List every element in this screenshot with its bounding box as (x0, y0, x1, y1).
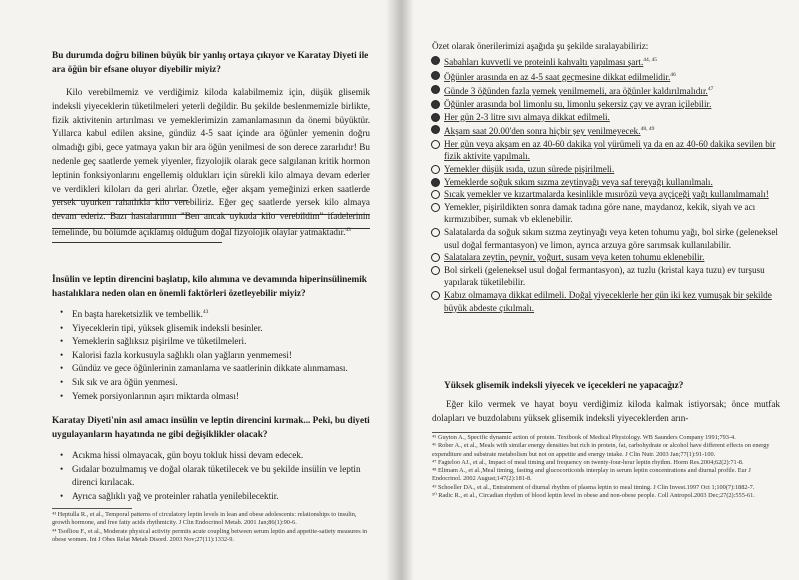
list-item: • Yiyeceklerin tipi, yüksek glisemik indeksli besinler. (60, 322, 370, 336)
list-item: Yemekler, pişirildikten sonra damak tadına göre nane, maydanoz, kekik, siyah ve acı kırmızıbiber, sumak vb eklenebilir. (430, 201, 780, 226)
pen-bullet-icon (431, 100, 440, 109)
pen-bullet-icon (431, 266, 440, 275)
list-item: Her gün 2-3 litre sıvı almaya dikkat edilmeli. (430, 111, 780, 124)
footnote: ⁴⁹ Schoeller DA., et al., Entrainment of diurnal rhythm of plasma leptin to meal timing. J Clin Invest.1997 Oct 1;100(7):1882-7. (432, 483, 755, 491)
footnote: ⁴⁴ Tsofliou F., et al., Moderate physical activity permits acute coupling between serum leptin and appetite-satiety measures in obese women. Int J Obes Relat Metab Disord. 2003 Nov;27(11):1332-9. (52, 527, 368, 543)
list-item: • En başta hareketsizlik ve tembellik.$^{43}$ (60, 306, 370, 322)
question-heading-4: Yüksek glisemik indeksli yiyecek ve içecekleri ne yapacağız? (444, 381, 684, 391)
pen-bullet-icon (431, 203, 440, 212)
list-item: • Yemeklerin sağlıksız pişirilme ve tüketilmeleri. (60, 335, 370, 349)
list-item: Sıcak yemekler ve kızartmalarda kesinlikle mısırözü veya ayçiçeği yağı kullanılmamalı! (430, 188, 780, 201)
right-page (400, 0, 799, 580)
list-item: Öğünler arasında en az 4-5 saat geçmesine dikkat edilmelidir.$^{46}$ (430, 69, 780, 84)
footnotes-left (52, 511, 370, 544)
pen-bullet-icon (431, 71, 440, 80)
pen-bullet-icon (431, 85, 440, 94)
pen-underline (52, 214, 370, 215)
list-item: • Ayrıca sağlıklı yağ ve proteinler rahatla yenilebilecektir. (60, 490, 370, 504)
pen-bullet-icon (431, 190, 440, 199)
list-item: • Gıdalar bozulmamış ve doğal olarak tüketilecek ve bu şekilde insülin ve leptin direnci kırılacak. (60, 463, 370, 490)
footnote: ⁴⁷ Fagteloo AJ., et al., Impact of meal timing and frequency on twenty-four-hour leptin rhythm. Horm Res.2004;62(2):71-8. (432, 458, 744, 466)
pen-bullet-icon (431, 228, 440, 237)
list-item: Her gün veya akşam en az 40-60 dakika yol yürümeli ya da en az 40-60 dakika sevilen bir fizik aktivite yapılmalı. (430, 138, 780, 163)
list-item: Günde 3 öğünden fazla yemek yenilmemeli, ara öğünler kaldırılmalıdır.$^{47}$ (430, 83, 780, 98)
list-item: Öğünler arasında bol limonlu su, limonlu şekersiz çay ve ayran içilebilir. (430, 98, 780, 111)
factor-list (60, 306, 370, 403)
pen-bullet-icon (431, 125, 440, 134)
list-item: Salatalara zeytin, peynir, yoğurt, susam veya keten tohumu eklenebilir. (430, 251, 780, 264)
book-gutter (386, 0, 414, 580)
list-item: Kabız olmamaya dikkat edilmeli. Doğal yiyeceklerle her gün iki kez yumuşak bir şekilde büyük abdeste çıkılmalı. (430, 289, 780, 314)
pen-bullet-icon (431, 113, 440, 122)
changes-list (60, 449, 370, 503)
list-item: • Gündüz ve gece öğünlerinin zamanlama ve saatlerinin dikkate alınmaması. (60, 362, 370, 376)
list-item: • Sık sık ve ara öğün yenmesi. (60, 376, 370, 390)
list-item: Akşam saat 20.00'den sonra hiçbir şey yenilmeyecek.$^{48, 49}$ (430, 123, 780, 138)
pen-underline (52, 228, 370, 229)
footnote: ⁴⁸ Elimam A., et al.,Meal timing, fasting and glucocorticoids interplay in serum leptin concentrations and diurnal profile. Eur J Endocrinol. 2002 August;147(2):181-8. (432, 467, 751, 483)
summary-intro: Özet olarak önerilerimizi aşağıda şu şekilde sıralayabiliriz: (432, 41, 649, 51)
list-item: Yemeklerde soğuk sıkım sızma zeytinyağı veya saf tereyağı kullanılmalı. (430, 176, 780, 189)
list-item: • Acıkma hissi olmayacak, gün boyu tokluk hissi devam edecek. (60, 449, 370, 463)
main-paragraph-note: 43 (345, 226, 351, 233)
pen-bullet-icon (431, 56, 440, 65)
question-heading-3: Karatay Diyeti'nin asıl amacı insülin ve leptin direncini kırmak... Peki, bu diyeti uygulayanların hayatında ne gibi değişiklikler olacak? (52, 416, 370, 440)
pen-underline (52, 200, 188, 201)
question-heading-1: Bu durumda doğru bilinen büyük bir yanlış ortaya çıkıyor ve Karatay Diyeti ile ara öğün bir efsane oluyor diyebilir miyiz? (52, 51, 369, 75)
recommendation-list (430, 54, 780, 314)
pen-bullet-icon (431, 253, 440, 262)
list-item: • Kalorisi fazla korkusuyla sağlıklı olan yağların yenmemesi! (60, 349, 370, 363)
pen-underline (52, 242, 222, 243)
footnote: ⁴⁶ Rober A., et al., Meals with similar energy densities but rich in protein, fat, carbohydrate or alcohol have different effects on energy expenditure and substrate metabolism but not on appetite and energy intake. J Clin Nutr. 2003 Jan;77(1):91-100. (432, 442, 770, 458)
main-paragraph-text: Kilo verebilmemiz ve verdiğimiz kiloda kalabilmemiz için, düşük glisemik indeksli yiyeceklerin tüketilmeleri yeterli değildir. Bu şekilde beslenmemizle birlikte, fizik aktivitenin artırılması ve yemeklerimizin zamanlamasının da önemi büyüktür. Yıllarca kabul edilen aksine, gündüz 4-5 saat içinde ara öğünler yemenin doğru olmadığı gibi, gece yatmaya yakın bir ara öğün yenilmesi de son derece zararlıdır! Bu nedenle geç saatlerde yemek yiyenler, fizyolojik olarak gece salgılanan kritik hormon leptinin fonksiyonlarını engellemiş oldukları için sürekli kilo almaya devam ederler ve verdikleri kiloları da geri alırlar. Özetle, eğer akşam yemeğinizi erken saatlerde yersek uyurken rahatlıkla kilo verebiliriz. Eğer geç saatlerde yersek kilo almaya devam ederiz. Bazı hastalarımın "Ben ancak uykuda kilo verebildim" ifadelerinin temelinde, bu bölümde açıklamış olduğum doğal fizyolojik olaylar yatmaktadır. (52, 87, 370, 238)
pen-bullet-icon (431, 165, 440, 174)
pen-bullet-icon (431, 140, 440, 149)
footnote: ⁴⁵ Guyton A., Specific dynamic action of protein. Textbook of Medical Physiology. WB Saunders Company 1991;793-4. (432, 434, 736, 441)
list-item: Yemekler düşük ısıda, uzun sürede pişirilmeli. (430, 163, 780, 176)
list-item: Salatalarda da soğuk sıkım sızma zeytinyağı veya keten tohumu yağı, bol sirke (geleneksel usul doğal fermantasyon) ve limon, ayrıca arzuya göre sarımsak kullanılabilir. (430, 226, 780, 251)
closing-paragraph: Eğer kilo vermek ve hayat boyu verdiğimiz kiloda kalmak istiyorsak; önce mutfak dolapları ve buzdolabını yüksek glisemik indeksli yiyeceklerden arın- (432, 399, 780, 423)
pen-bullet-icon (431, 178, 440, 187)
footnote: ⁴³ Heptulla R., et al., Temporal patterns of circulatory leptin levels in lean and obese adolescents: relationships to insulin, growth hormone, and free fatty acids rhythmicity. J Clin Endocrinol Metab. 2001 Jan;86(1):90-6. (52, 511, 357, 527)
pen-bullet-icon (431, 291, 440, 300)
main-paragraph (52, 86, 370, 240)
footnote: ⁵⁰ Radic R., et al., Circadian rhythm of blood leptin level in obese and non-obese people. Coll Antropol.2003 Dec;27(2):555-61. (432, 492, 755, 500)
list-item: • Yemek porsiyonlarının aşırı miktarda olması! (60, 390, 370, 404)
question-heading-2: İnsülin ve leptin direncini başlatıp, kilo alımına ve devamında hiperinsülinemik hastalıklara neden olan en önemli faktörleri özetleyebilir miyiz? (52, 275, 367, 299)
list-item: Bol sirkeli (geleneksel usul doğal fermantasyon), az tuzlu (kristal kaya tuzu) ev turşusu yapılarak tüketilebilir. (430, 264, 780, 289)
list-item: Sabahları kuvvetli ve proteinli kahvaltı yapılması şart.$^{44, 45}$ (430, 54, 780, 69)
footnote-divider (432, 432, 512, 433)
footnote-divider (52, 508, 132, 509)
footnotes-right (432, 434, 780, 500)
